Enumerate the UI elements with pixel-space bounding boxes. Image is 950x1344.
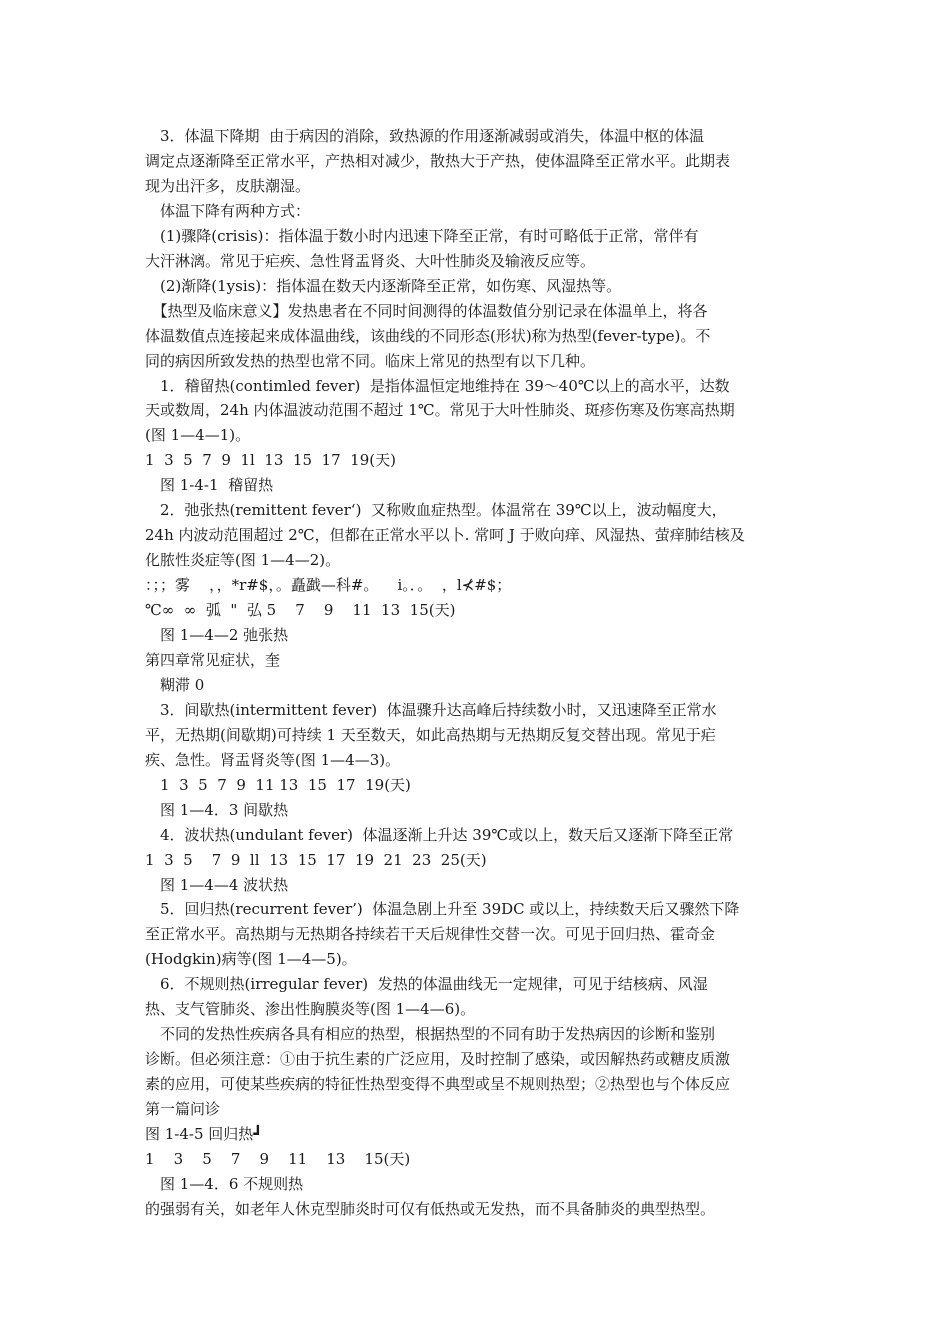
text-line: 体温数值点连接起来成体温曲线，该曲线的不同形态(形状)称为热型(fever-type)。不: [145, 326, 711, 345]
text-line: 图 1—4—2 弛张热: [145, 626, 289, 644]
text-line: 3．体温下降期 由于病因的消除，致热源的作用逐渐减弱或消失，体温中枢的体温: [145, 127, 705, 145]
text-line: 图 1-4-5 回归热┛: [145, 1125, 263, 1143]
text-line: 6．不规则热(irregular fever) 发热的体温曲线无一定规律，可见于结核病、风湿: [145, 975, 708, 994]
text-line: 平，无热期(间歇期)可持续 1 天至数天，如此高热期与无热期反复交替出现。常见于疟: [145, 725, 716, 744]
text-line: 1 3 5 7 9 11 13 15 17 19(天): [145, 775, 411, 794]
text-line: 图 1—4．6 不规则热: [145, 1174, 304, 1193]
text-line: (1)骤降(crisis)：指体温于数小时内迅速下降至正常，有时可略低于正常，常伴有: [145, 226, 699, 245]
text-line: (图 1—4—1)。: [145, 426, 251, 445]
text-line: 糊滞 0: [145, 675, 205, 694]
text-line: 现为出汗多，皮肤潮湿。: [145, 176, 311, 195]
text-line: 4．波状热(undulant fever) 体温逐渐上升达 39℃或以上，数天后又逐渐下降至正常: [145, 825, 734, 844]
text-line: 天或数周，24h 内体温波动范围不超过 1℃。常见于大叶性肺炎、斑疹伤寒及伤寒高热期: [145, 401, 735, 420]
text-line: 5．回归热(recurrent fever’) 体温急剧上升至 39DC 或以上，持续数天后又骤然下降: [145, 900, 740, 919]
text-line: 热、支气管肺炎、渗出性胸膜炎等(图 1—4—6)。: [145, 1000, 476, 1019]
text-line: 大汗淋漓。常见于疟疾、急性肾盂肾炎、大叶性肺炎及输液反应等。: [145, 251, 596, 270]
text-line: 第一篇问诊: [145, 1100, 221, 1118]
text-line: 调定点逐渐降至正常水平，产热相对减少，散热大于产热，使体温降至正常水平。此期表: [145, 151, 731, 170]
text-line: 1．稽留热(contimled fever) 是指体温恒定地维持在 39～40℃以上的高水平，达数: [145, 376, 730, 395]
text-line: 图 1—4—4 波状热: [145, 875, 289, 894]
text-line: ℃∞ ∞ 弧 " 弘 5 7 9 11 13 15(天): [145, 601, 456, 619]
text-line: ：；；雾 ，，*r#$，。矗戤—科#。 i。．。 ，l⊀#$；: [145, 576, 512, 595]
text-line: 1 3 5 7 9 1l 13 15 17 19(天): [145, 451, 396, 470]
text-line: 2．弛张热(remittent fever‘) 又称败血症热型。体温常在 39℃以上，波动幅度大，: [145, 501, 727, 520]
text-line: 24h 内波动范围超过 2℃，但都在正常水平以卜. 常呵 J 于败向痒、风湿热、萤痒肺结核及: [145, 526, 745, 545]
text-line: 【热型及临床意义】发热患者在不同时间测得的体温数值分别记录在体温单上，将各: [145, 301, 708, 320]
text-line: 1 3 5 7 9 ll 13 15 17 19 21 23 25(天): [145, 850, 487, 869]
text-line: 至正常水平。高热期与无热期各持续若干天后规律性交替一次。可见于回归热、霍奇金: [145, 925, 716, 944]
text-line: 素的应用，可使某些疾病的特征性热型变得不典型或呈不规则热型；②热型也与个体反应: [145, 1075, 731, 1094]
text-line: 化脓性炎症等(图 1—4—2)。: [145, 551, 341, 570]
text-line: (2)渐降(1ysis)：指体温在数天内逐渐降至正常，如伤寒、风湿热等。: [145, 276, 622, 295]
text-line: 不同的发热性疾病各具有相应的热型，根据热型的不同有助于发热病因的诊断和鉴别: [145, 1025, 716, 1044]
text-line: 诊断。但必须注意：①由于抗生素的广泛应用，及时控制了感染，或因解热药或糖皮质激: [145, 1050, 731, 1069]
text-line: 同的病因所致发热的热型也常不同。临床上常见的热型有以下几种。: [145, 351, 596, 370]
text-line: 1 3 5 7 9 11 13 15(天): [145, 1149, 411, 1168]
text-line: 图 1-4-1 稽留热: [145, 476, 274, 495]
text-line: (Hodgkin)病等(图 1—4—5)。: [145, 950, 357, 969]
text-line: 疾、急性。肾盂肾炎等(图 1—4—3)。: [145, 750, 401, 769]
text-line: 图 1—4．3 间歇热: [145, 800, 289, 819]
text-line: 的强弱有关，如老年人休克型肺炎时可仅有低热或无发热，而不具备肺炎的典型热型。: [145, 1199, 716, 1218]
text-line: 3．间歇热(intermittent fever) 体温骤升达高峰后持续数小时，又迅速降至正常水: [145, 700, 717, 719]
text-line: 体温下降有两种方式：: [145, 201, 311, 220]
text-line: 第四章常见症状，奎: [145, 650, 281, 669]
